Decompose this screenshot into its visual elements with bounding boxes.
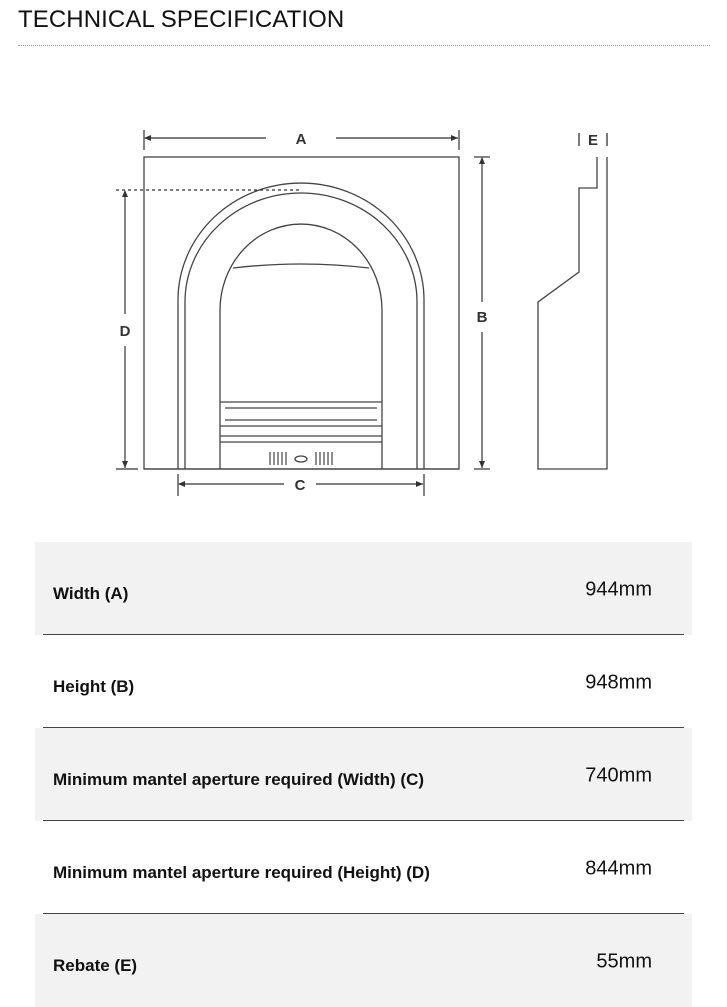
spec-label: Height (B)	[53, 676, 135, 696]
side-profile	[538, 157, 607, 469]
title-divider	[18, 45, 710, 46]
outer-frame	[144, 157, 459, 469]
spec-table	[35, 542, 692, 1007]
spec-label: Width (A)	[53, 583, 129, 603]
dimension-d-label: D	[119, 323, 131, 340]
spec-value: 55mm	[596, 950, 652, 973]
spec-value: 948mm	[585, 671, 652, 694]
dimension-a-label: A	[295, 131, 307, 148]
dimension-c-label: C	[294, 477, 306, 494]
spec-label: Minimum mantel aperture required (Height) (D)	[53, 862, 430, 882]
page-title: TECHNICAL SPECIFICATION	[18, 6, 345, 33]
spec-row-aperture-width	[35, 728, 692, 821]
arch-inner	[220, 224, 382, 469]
ash-pan-handle	[295, 456, 307, 462]
spec-row-height	[35, 635, 692, 728]
front-elevation	[144, 157, 459, 469]
spec-value: 740mm	[585, 764, 652, 787]
dimension-e-label: E	[587, 132, 599, 149]
spec-row-rebate	[35, 914, 692, 1007]
spec-row-aperture-height	[35, 821, 692, 914]
fireplace-diagram	[0, 110, 727, 510]
canopy	[233, 264, 369, 268]
dimension-b-label: B	[476, 309, 488, 326]
spec-row-width	[35, 542, 692, 635]
spec-label: Rebate (E)	[53, 955, 138, 975]
spec-value: 844mm	[585, 857, 652, 880]
spec-value: 944mm	[585, 578, 652, 601]
spec-label: Minimum mantel aperture required (Width) (C)	[53, 769, 425, 789]
ash-pan-vents	[270, 452, 332, 465]
